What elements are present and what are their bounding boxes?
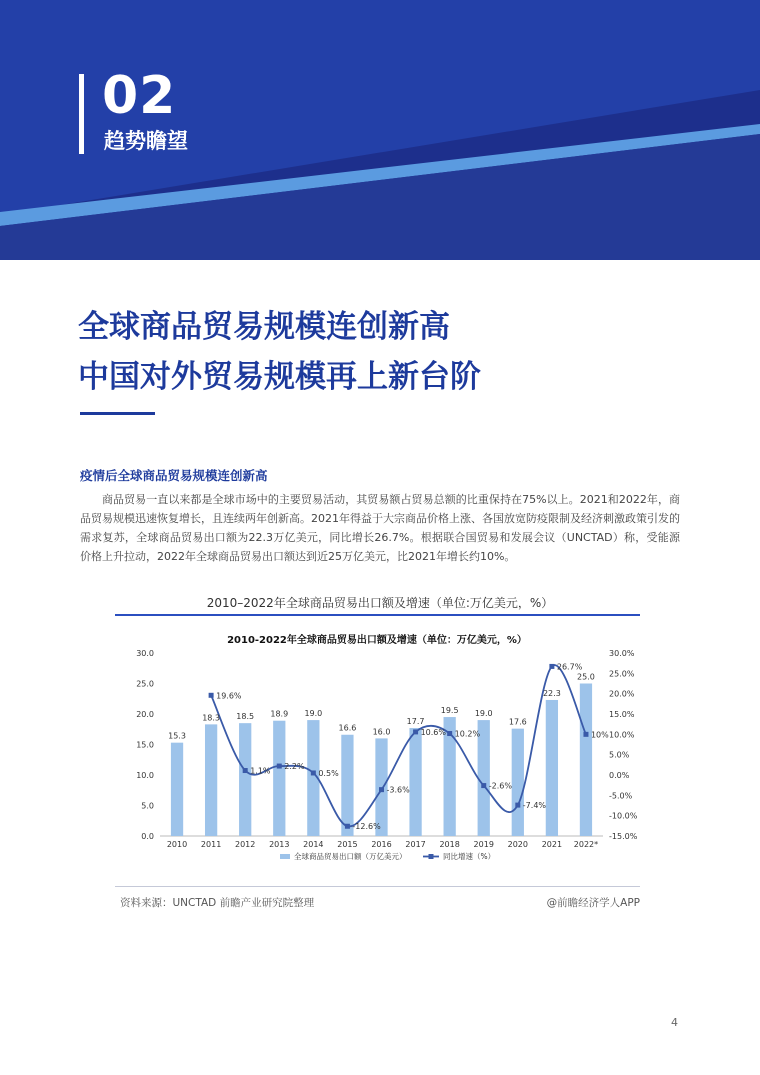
credit-note: @前瞻经济学人APP [546,897,640,909]
bar-value-label: 16.0 [372,727,391,737]
bar-value-label: 15.3 [168,731,186,741]
y-left-tick-label: 10.0 [136,771,154,780]
y-right-tick-label: 5.0% [609,750,630,760]
bar-value-label: 19.5 [440,706,459,716]
growth-value-label: -12.6% [352,822,381,832]
bar-value-label: 19.0 [304,709,323,719]
y-right-tick-label: 15.0% [609,710,635,719]
growth-point-2015 [345,824,350,829]
y-right-tick-label: 10.0% [609,730,635,740]
y-right-tick-label: 25.0% [609,669,635,679]
x-tick-label: 2011 [200,840,222,849]
bar-2021 [546,700,558,836]
bar-2020 [512,729,524,836]
page-number: 4 [671,1016,678,1029]
growth-value-label: 10% [590,730,609,740]
growth-point-2019 [481,783,486,788]
growth-point-2012 [243,768,248,773]
caption-rule [115,614,640,616]
y-left-tick-label: 25.0 [136,679,154,689]
page-title-line1: 全球商品贸易规模连创新高 [78,309,450,345]
y-left-tick-label: 5.0 [141,801,154,811]
growth-point-2014 [311,770,316,775]
x-tick-label: 2020 [507,840,528,849]
x-tick-label: 2019 [473,840,494,849]
title-underline [80,412,155,415]
growth-point-2013 [277,764,282,769]
bar-value-label: 17.7 [406,717,425,727]
bar-2015 [341,735,353,836]
bar-value-label: 18.5 [236,712,255,722]
growth-value-label: -3.6% [386,785,410,795]
legend-line-label: 同比增速（%） [443,852,496,861]
x-tick-label: 2018 [439,840,460,849]
bar-2011 [205,724,217,836]
chart-caption: 2010–2022年全球商品贸易出口额及增速（单位:万亿美元，%） [206,596,554,610]
section-number: 02 [102,66,177,126]
y-right-tick-label: 0.0% [609,771,630,780]
bar-value-label: 19.0 [474,709,493,719]
growth-value-label: 26.7% [556,662,583,672]
growth-point-2016 [379,787,384,792]
bar-value-label: 25.0 [577,672,595,682]
growth-value-label: -2.6% [488,781,512,791]
growth-point-2021 [549,664,554,669]
growth-value-label: 1.1% [250,766,271,776]
y-left-tick-label: 20.0 [136,710,154,719]
page-title-line2: 中国对外贸易规模再上新台阶 [78,359,481,395]
growth-point-2017 [413,729,418,734]
y-left-tick-label: 15.0 [136,740,154,750]
source-note: 资料来源：UNCTAD 前瞻产业研究院整理 [120,897,315,909]
growth-value-label: 10.2% [454,729,481,739]
x-tick-label: 2022* [573,840,599,849]
body-paragraph: 商品贸易一直以来都是全球市场中的主要贸易活动，其贸易额占贸易总额的比重保持在75%以上。2021和2022年，商品贸易规模迅速恢复增长，且连续两年创新高。2021年得益于大宗商品价格上涨、各国放宽防疫限制及经济刺激政策引发的需求复苏，全球商品贸易出口额为22.3万亿美元，同比增长26.7%。根据联合国贸易和发展会议（UNCTAD）称，受能源价格上升拉动，2022年全球商品贸易出口额达到近25万亿美元，比2021年增长约10%。 [80,493,680,563]
y-right-tick-label: 20.0% [609,689,635,699]
growth-point-2011 [209,693,214,698]
growth-point-2018 [447,731,452,736]
growth-value-label: 2.2% [284,762,305,772]
bar-value-label: 22.3 [542,688,561,698]
bar-2012 [239,723,251,836]
trade-chart [115,618,640,882]
y-right-tick-label: 30.0% [609,649,635,658]
x-tick-label: 2017 [405,840,426,849]
x-tick-label: 2010 [166,840,188,849]
bar-2013 [273,721,285,836]
growth-point-2020 [515,803,520,808]
y-left-tick-label: 30.0 [136,649,154,658]
section-marker [79,74,84,154]
y-right-tick-label: -5.0% [609,791,633,801]
x-tick-label: 2014 [303,840,324,849]
legend-line-marker [429,854,434,859]
y-left-tick-label: 0.0 [141,832,154,841]
section-name: 趋势瞻望 [104,129,188,153]
legend-bar-swatch [280,854,290,859]
growth-value-label: 19.6% [216,691,242,701]
chart-title: 2010-2022年全球商品贸易出口额及增速（单位：万亿美元，%） [227,635,527,646]
x-tick-label: 2015 [337,840,358,849]
growth-value-label: -7.4% [522,801,547,811]
growth-point-2022* [583,732,588,737]
x-tick-label: 2013 [269,840,290,849]
bar-value-label: 18.9 [270,709,289,719]
x-tick-label: 2012 [235,840,256,849]
subheading: 疫情后全球商品贸易规模连创新高 [80,468,268,483]
bar-2017 [409,728,421,836]
legend-bar-label: 全球商品贸易出口额（万亿美元） [294,852,407,861]
bar-value-label: 18.3 [202,713,221,723]
y-right-tick-label: -10.0% [609,811,638,821]
bar-value-label: 17.6 [508,717,527,727]
growth-value-label: 10.6% [420,727,446,737]
bar-2022* [580,684,592,837]
bar-value-label: 16.6 [338,723,357,733]
x-tick-label: 2021 [541,840,563,849]
x-tick-label: 2016 [371,840,392,849]
bar-2010 [171,743,183,836]
y-right-tick-label: -15.0% [609,832,638,841]
source-divider [115,886,640,887]
growth-value-label: 0.5% [318,768,339,778]
